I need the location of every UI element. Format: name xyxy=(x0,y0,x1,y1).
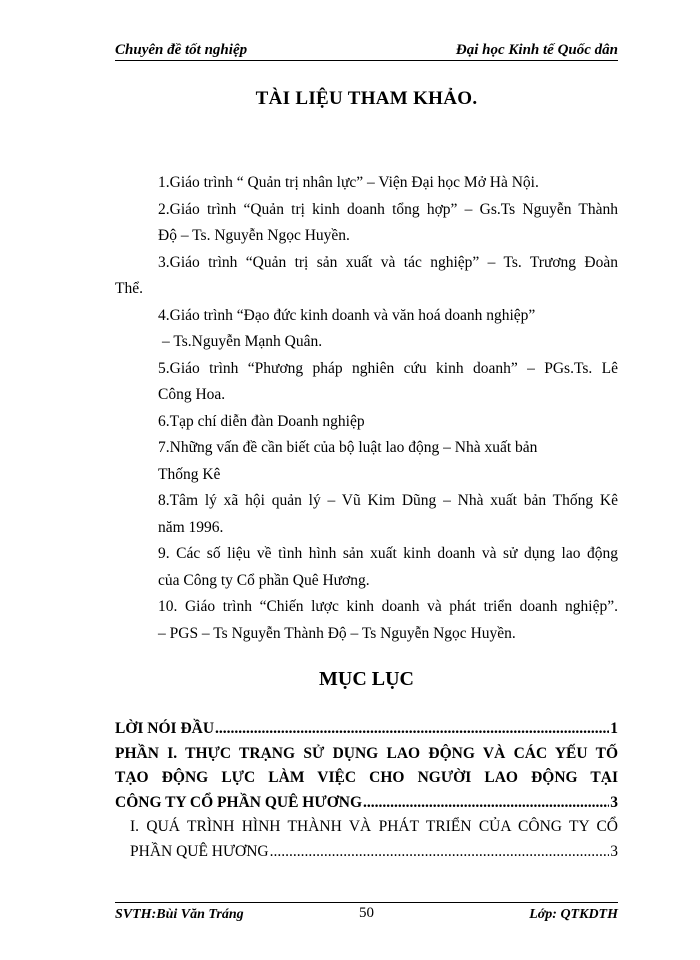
reference-line: Thể. xyxy=(115,280,143,297)
footer-page-number: 50 xyxy=(359,905,374,921)
header-left-text: Chuyên đề tốt nghiệp xyxy=(115,42,248,58)
page-header xyxy=(115,42,618,61)
reference-line: 2.Giáo trình “Quản trị kinh doanh tổng hợp” – Gs.Ts Nguyễn Thành xyxy=(158,200,618,218)
reference-line: 7.Những vấn đề cần biết của bộ luật lao động – Nhà xuất bản xyxy=(158,439,538,456)
toc-entry-page: 1 xyxy=(610,720,618,737)
header-right-text: Đại học Kinh tế Quốc dân xyxy=(455,42,618,58)
reference-line: 5.Giáo trình “Phương pháp nghiên cứu kinh doanh” – PGs.Ts. Lê xyxy=(158,359,618,377)
toc-entry-text: PHẦN QUÊ HƯƠNG xyxy=(130,842,269,860)
toc-entry[interactable] xyxy=(115,790,618,815)
reference-line: 4.Giáo trình “Đạo đức kinh doanh và văn hoá doanh nghiệp” xyxy=(158,306,536,324)
toc-leader xyxy=(270,839,610,864)
reference-line: 9. Các số liệu về tình hình sản xuất kinh doanh và sử dụng lao động xyxy=(158,545,618,562)
toc-leader xyxy=(363,790,609,815)
reference-line: 1.Giáo trình “ Quản trị nhân lực” – Viện Đại học Mở Hà Nội. xyxy=(158,174,539,191)
toc-entry-page: 3 xyxy=(610,793,618,811)
reference-line: của Công ty Cổ phần Quê Hương. xyxy=(158,571,370,589)
reference-line: Thống Kê xyxy=(158,465,221,483)
reference-line: năm 1996. xyxy=(158,518,224,536)
toc-entry-line[interactable]: TẠO ĐỘNG LỰC LÀM VIỆC CHO NGƯỜI LAO ĐỘNG TẠI xyxy=(115,769,618,786)
toc-entry-line[interactable]: I. QUÁ TRÌNH HÌNH THÀNH VÀ PHÁT TRIỂN CỦA CÔNG TY CỔ xyxy=(130,818,618,835)
toc-leader xyxy=(215,716,609,741)
table-of-contents xyxy=(115,716,618,863)
reference-line: Độ – Ts. Nguyễn Ngọc Huyền. xyxy=(158,227,350,244)
reference-line: 8.Tâm lý xã hội quản lý – Vũ Kim Dũng – Nhà xuất bản Thống Kê xyxy=(158,492,618,509)
footer-class: Lớp: QTKDTH xyxy=(529,907,618,922)
toc-entry-page: 3 xyxy=(610,842,618,860)
toc-entry-text: LỜI NÓI ĐẦU xyxy=(115,720,215,737)
references-title: TÀI LIỆU THAM KHẢO. xyxy=(255,88,478,109)
toc-entry[interactable] xyxy=(115,839,618,864)
references-list xyxy=(115,170,618,647)
toc-entry[interactable] xyxy=(115,716,618,741)
reference-line: – Ts.Nguyễn Mạnh Quân. xyxy=(162,333,323,350)
reference-line: 6.Tạp chí diễn đàn Doanh nghiệp xyxy=(158,412,365,430)
toc-entry-line[interactable]: PHẦN I. THỰC TRẠNG SỬ DỤNG LAO ĐỘNG VÀ CÁC YẾU TỐ xyxy=(115,744,618,762)
toc-title: MỤC LỤC xyxy=(319,668,414,690)
reference-line: Công Hoa. xyxy=(158,386,226,403)
toc-entry-text: CÔNG TY CỔ PHẦN QUÊ HƯƠNG xyxy=(115,793,363,811)
page-footer xyxy=(115,902,618,927)
reference-line: 3.Giáo trình “Quản trị sản xuất và tác nghiệp” – Ts. Trương Đoàn xyxy=(158,253,618,271)
reference-line: 10. Giáo trình “Chiến lược kinh doanh và phát triển doanh nghiệp”. xyxy=(158,598,618,615)
footer-author: SVTH:Bùi Văn Tráng xyxy=(115,907,244,922)
reference-line: – PGS – Ts Nguyễn Thành Độ – Ts Nguyễn Ngọc Huyền. xyxy=(158,624,516,642)
